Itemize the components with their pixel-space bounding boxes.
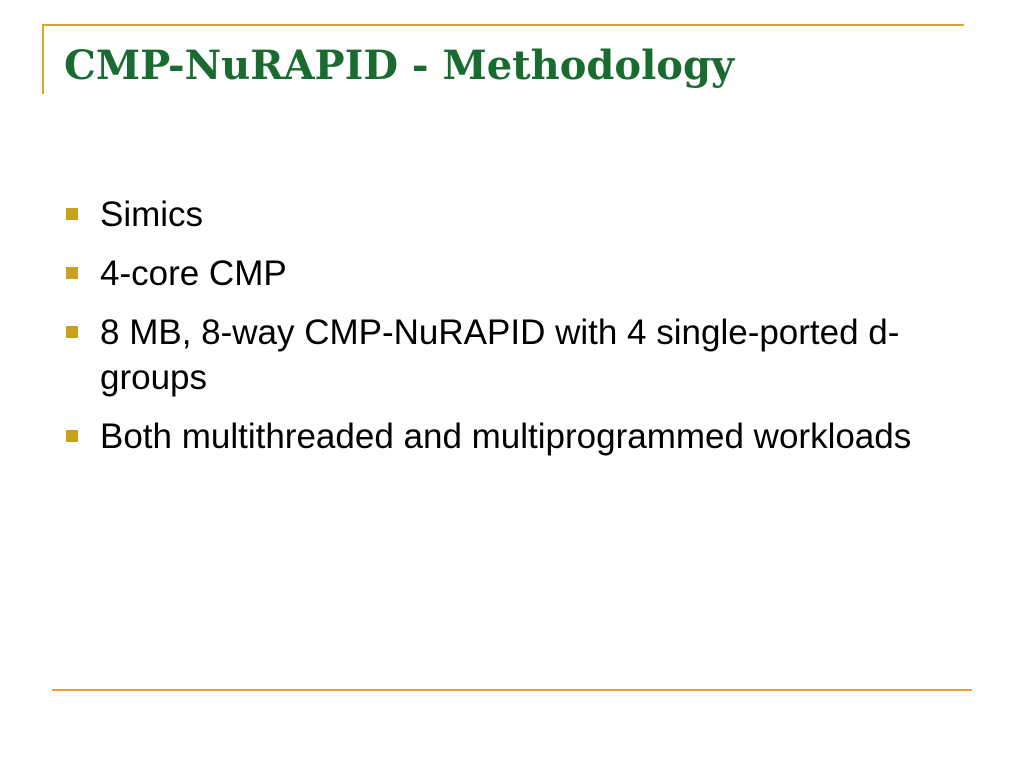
slide-title: CMP-NuRAPID - Methodology xyxy=(64,42,735,89)
bullet-text: 4-core CMP xyxy=(100,254,287,293)
title-frame-top-line xyxy=(42,24,964,26)
square-bullet-icon xyxy=(66,208,78,220)
bullet-text: Simics xyxy=(100,195,204,234)
bullet-text: Both multithreaded and multiprogrammed workloads xyxy=(100,417,912,456)
square-bullet-icon xyxy=(66,267,78,279)
bullet-item xyxy=(62,414,962,459)
footer-divider-line xyxy=(52,689,972,691)
square-bullet-icon xyxy=(66,326,78,338)
title-frame-left-line xyxy=(42,24,44,94)
bullet-text: 8 MB, 8-way CMP-NuRAPID with 4 single-ported d-groups xyxy=(100,313,900,397)
square-bullet-icon xyxy=(66,430,78,442)
bullet-item xyxy=(62,251,962,296)
bullet-item xyxy=(62,310,962,400)
bullet-item xyxy=(62,192,962,237)
bullet-list xyxy=(62,192,962,473)
